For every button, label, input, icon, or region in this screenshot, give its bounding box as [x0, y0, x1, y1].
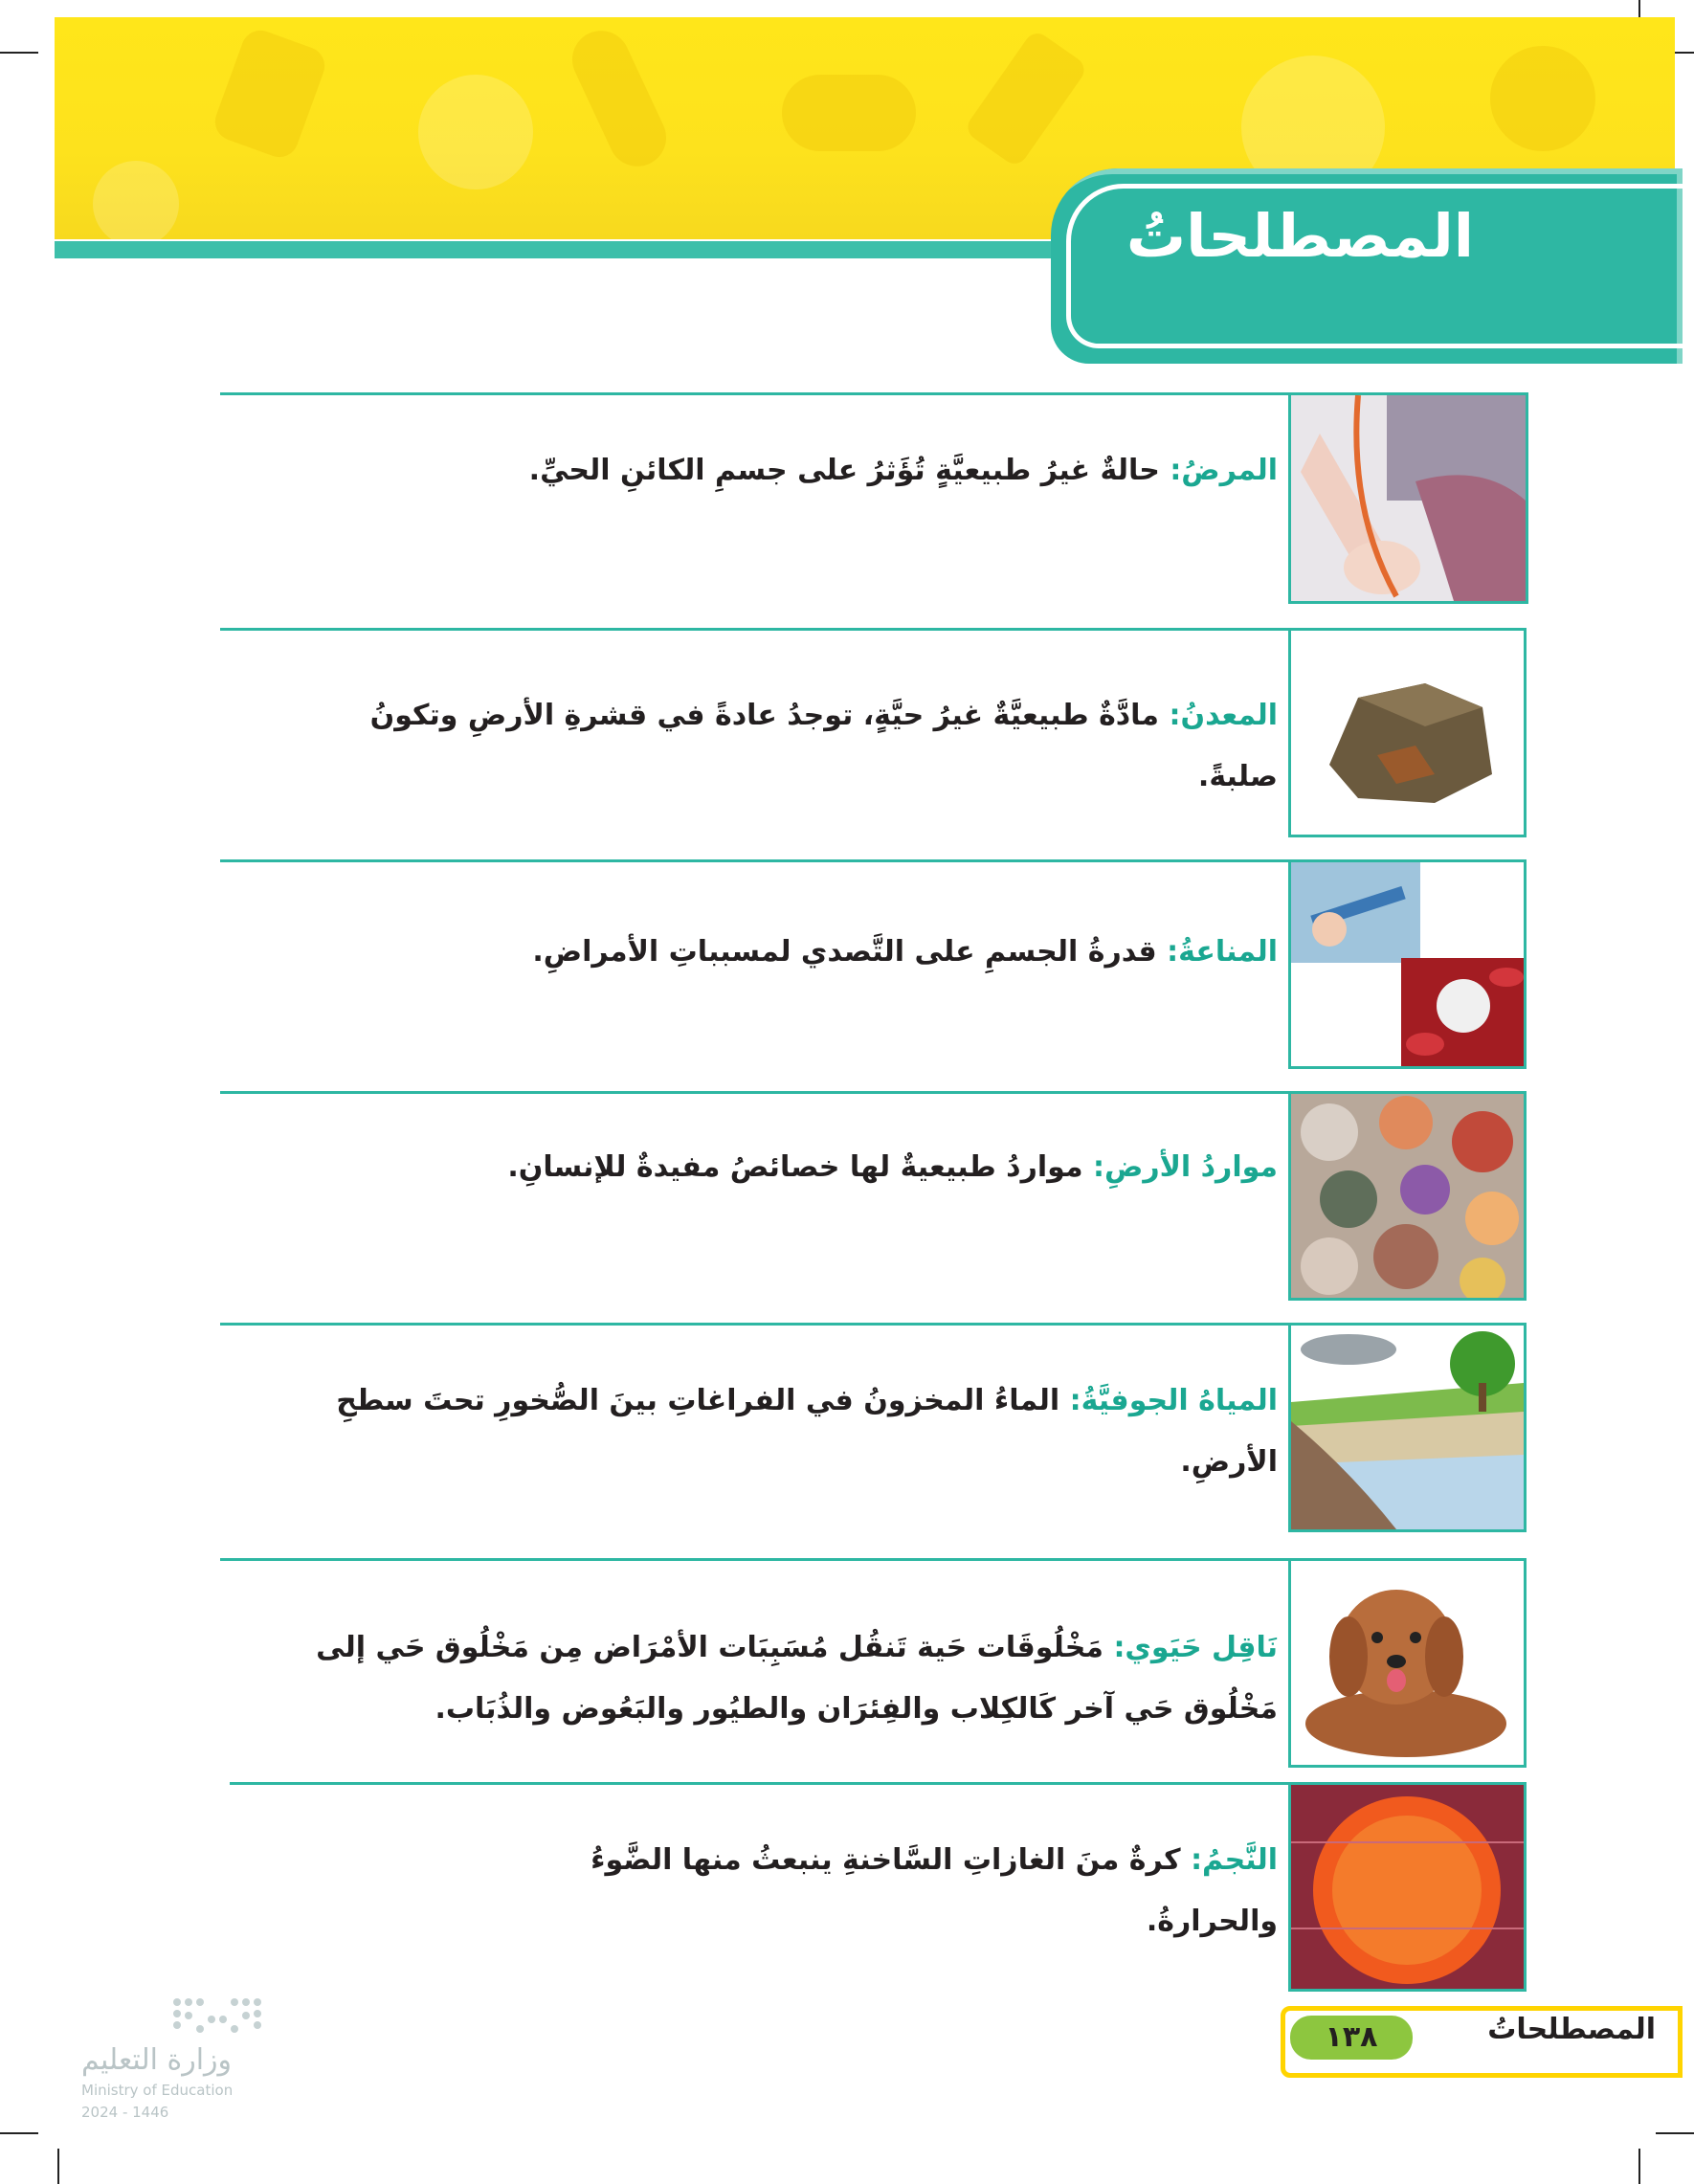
entry-text: قدرةُ الجسمِ على التَّصدي لمسبباتِ الأمراضِ.	[532, 935, 1157, 969]
entry-term: نَاقِل حَيَوي:	[1113, 1631, 1278, 1664]
entry-definition	[479, 1830, 1278, 1952]
ministry-name-english: Ministry of Education	[81, 2082, 234, 2099]
iv-drip-hand-image	[1291, 395, 1526, 601]
page-number: ١٣٨	[1290, 2016, 1413, 2060]
crop-mark	[0, 52, 38, 54]
crop-mark	[57, 2149, 59, 2184]
entry-text: كرةٌ منَ الغازاتِ السَّاخنةِ ينبعثُ منها الضَّوءُ والحرارةُ.	[591, 1843, 1278, 1938]
entry-definition	[479, 922, 1278, 983]
entry-image-gemstones	[1288, 1091, 1527, 1301]
page-title: المصطلحاتُ	[1126, 201, 1474, 271]
footer-label: المصطلحاتُ	[1487, 2013, 1656, 2046]
entry-term: المناعةُ:	[1167, 935, 1278, 969]
entry-image-groundwater	[1288, 1323, 1527, 1532]
entry-term: مواردُ الأرضِ:	[1092, 1150, 1278, 1184]
entry-divider	[220, 392, 1288, 395]
ministry-name-arabic: وزارة التعليم	[81, 2043, 233, 2077]
crop-mark	[1656, 2132, 1694, 2134]
entry-divider	[220, 1091, 1288, 1094]
dog-image	[1291, 1561, 1524, 1765]
entry-definition	[287, 685, 1278, 808]
entry-definition	[287, 1371, 1278, 1493]
entry-term: المياهُ الجوفيَّةُ:	[1069, 1384, 1278, 1417]
ministry-year: 2024 - 1446	[81, 2104, 169, 2121]
entry-image-dog	[1288, 1558, 1527, 1768]
entry-divider	[230, 1782, 1288, 1785]
entry-term: المعدنُ:	[1169, 699, 1278, 732]
crop-mark	[1638, 2149, 1640, 2184]
entry-definition	[220, 1617, 1278, 1740]
entry-text: مادَّةٌ طبيعيَّةٌ غيرُ حيَّةٍ، توجدُ عادةً في قشرةِ الأرضِ وتكونُ صلبةً.	[369, 699, 1278, 793]
groundwater-diagram-image	[1291, 1326, 1524, 1529]
entry-text: حالةٌ غيرُ طبيعيَّةٍ تُؤَثرُ على جسمِ الكائنِ الحيِّ.	[528, 454, 1160, 487]
entry-divider	[220, 859, 1288, 862]
entry-image-iv-drip	[1288, 392, 1528, 604]
gemstones-image	[1291, 1094, 1524, 1298]
entry-definition	[383, 440, 1278, 501]
entry-image-sun	[1288, 1782, 1527, 1992]
entry-divider	[220, 1323, 1288, 1326]
entry-definition	[479, 1137, 1278, 1198]
entry-text: مواردُ طبيعيةٌ لها خصائصُ مفيدةٌ للإنسانِ.	[507, 1150, 1083, 1184]
mineral-rock-image	[1291, 631, 1524, 835]
entry-text: الماءُ المخزونُ في الفراغاتِ بينَ الصُّخورِ تحتَ سطحِ الأرضِ.	[336, 1384, 1278, 1479]
entry-image-immunity	[1288, 859, 1527, 1069]
crop-mark	[0, 2132, 38, 2134]
header-green-line	[55, 241, 1174, 258]
entry-divider	[220, 628, 1288, 631]
ministry-logo	[81, 1991, 311, 2048]
sun-image	[1291, 1785, 1524, 1989]
vaccine-blood-cells-image	[1291, 862, 1524, 1066]
entry-divider	[220, 1558, 1288, 1561]
entry-term: النَّجمُ:	[1191, 1843, 1278, 1877]
entry-text: مَخْلُوقَات حَية تَنقُل مُسَبِبَات الأمْرَاض مِن مَخْلُوق حَي إلى مَخْلُوق حَي آخر كَالكِلاب والفِئرَان والطيُور والبَعُوض والذُبَاب.	[316, 1631, 1278, 1726]
entry-image-mineral	[1288, 628, 1527, 837]
entry-term: المرضُ:	[1170, 454, 1278, 487]
